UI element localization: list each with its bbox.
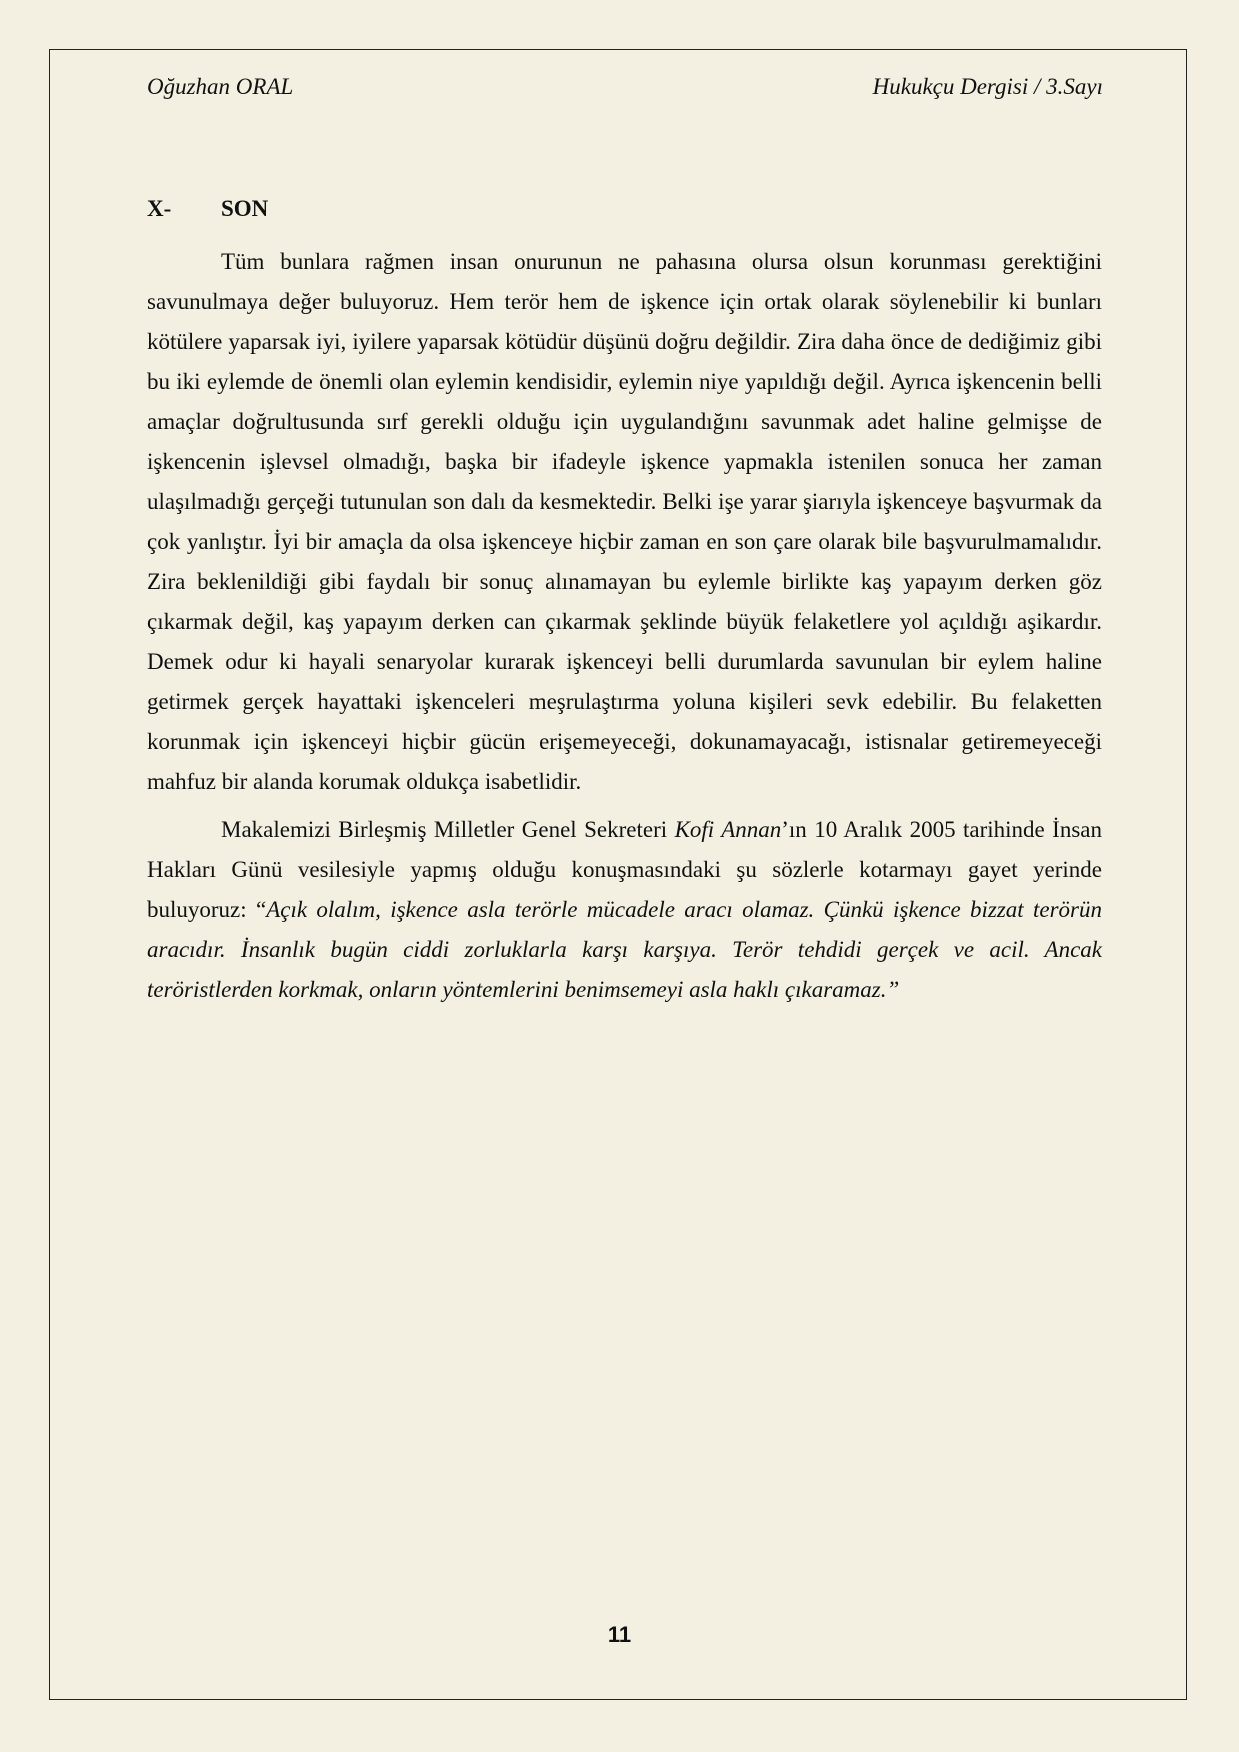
body-text: [147, 242, 1102, 1018]
paragraph-2-intro: Makalemizi Birleşmiş Milletler Genel Sekreteri: [221, 817, 675, 842]
section-number: X-: [147, 196, 172, 221]
page-number: 11: [607, 1622, 632, 1647]
section-title: SON: [221, 196, 269, 221]
person-name: Kofi Annan: [674, 817, 782, 842]
section-heading: [147, 193, 268, 225]
paragraph-2-middle: ’ın 10 Aralık 2005 tarihinde İnsan Hakları Günü vesilesiyle yapmış olduğu konuşmasındaki şu sözlerle kotarmayı gayet yerinde buluyoruz: “: [147, 817, 1102, 922]
running-header-journal: Hukukçu Dergisi / 3.Sayı: [872, 74, 1103, 99]
paragraph-1: Tüm bunlara rağmen insan onurunun ne pahasına olursa olsun korunması gerektiğini savunulmaya değer buluyoruz. Hem terör hem de işkence için ortak olarak söylenebilir ki bunları kötülere yaparsak iyi, iyilere yaparsak kötüdür düşünü doğru değildir. Zira daha önce de dediğimiz gibi bu iki eylemde de önemli olan eylemin kendisidir, eylemin niye yapıldığı değil. Ayrıca işkencenin belli amaçlar doğrultusunda sırf gerekli olduğu için uygulandığını savunmak adet haline gelmişse de işkencenin işlevsel olmadığı, başka bir ifadeyle işkence yapmakla istenilen sonuca her zaman ulaşılmadığı gerçeği tutunulan son dalı da kesmektedir. Belki işe yarar şiarıyla işkenceye başvurmak da çok yanlıştır. İyi bir amaçla da olsa işkenceye hiçbir zaman en son çare olarak bile başvurulmamalıdır. Zira beklenildiği gibi faydalı bir sonuç alınamayan bu eylemle birlikte kaş yapayım derken göz çıkarmak değil, kaş yapayım derken can çıkarmak şeklinde büyük felaketlere yol açıldığı aşikardır. Demek odur ki hayali senaryolar kurarak işkenceyi belli durumlarda savunulan bir eylem haline getirmek gerçek hayattaki işkenceleri meşrulaştırma yoluna kişileri sevk edebilir. Bu felaketten korunmak için işkenceyi hiçbir gücün erişemeyeceği, dokunamayacağı, istisnalar getiremeyeceği mahfuz bir alanda korumak oldukça isabetlidir.: [147, 249, 1102, 794]
quotation: Açık olalım, işkence asla terörle mücadele aracı olamaz. Çünkü işkence bizzat terörün aracıdır. İnsanlık bugün ciddi zorluklarla karşı karşıya. Terör tehdidi gerçek ve acil. Ancak teröristlerden korkmak, onların yöntemlerini benimsemeyi asla haklı çıkaramaz.”: [147, 897, 1102, 1002]
running-header-author: Oğuzhan ORAL: [147, 74, 294, 99]
paragraph-2: [147, 810, 1102, 1010]
